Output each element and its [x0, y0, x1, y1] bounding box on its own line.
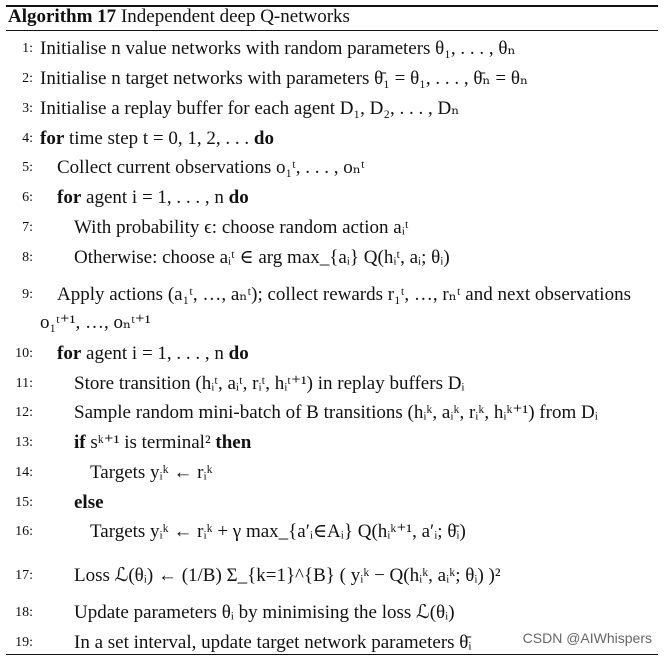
algorithm-line-5: [0, 155, 660, 181]
line-number: 5:: [22, 160, 33, 175]
line-text: agent i = 1, . . . , n: [81, 343, 224, 364]
line-number: 19:: [15, 635, 33, 650]
algorithm-line-11: [0, 371, 660, 397]
line-text: Collect current observations o₁ᵗ, . . . , oₙᵗ: [57, 157, 365, 178]
line-number: 3:: [22, 101, 33, 116]
line-text: Targets yᵢᵏ ← rᵢᵏ + γ max_{a′ᵢ∈Aᵢ} Q(hᵢᵏ⁺¹, a′ᵢ; θ̄ᵢ): [90, 521, 466, 542]
line-number: 18:: [15, 605, 33, 620]
line-content: [57, 341, 249, 367]
line-content: [57, 185, 249, 211]
line-text: o₁ᵗ⁺¹, …, oₙᵗ⁺¹: [40, 312, 151, 333]
line-text: Sample random mini-batch of B transitions (hᵢᵏ, aᵢᵏ, rᵢᵏ, hᵢᵏ⁺¹) from Dᵢ: [74, 402, 598, 423]
line-content: [74, 430, 251, 456]
watermark: CSDN @AIWhispers: [522, 630, 652, 646]
line-number: 4:: [22, 131, 33, 146]
line-content: [74, 371, 465, 397]
line-number: 12:: [15, 405, 33, 420]
algorithm-line-13: [0, 430, 660, 456]
line-text: Apply actions (a₁ᵗ, …, aₙᵗ); collect rewards r₁ᵗ, …, rₙᵗ and next observations: [57, 284, 631, 305]
line-content: [74, 215, 408, 241]
line-text: Store transition (hᵢᵗ, aᵢᵗ, rᵢᵗ, hᵢᵗ⁺¹) in replay buffers Dᵢ: [74, 373, 465, 394]
line-text: Initialise n value networks with random parameters θ₁, . . . , θₙ: [40, 38, 516, 59]
line-text: agent i = 1, . . . , n: [81, 187, 224, 208]
line-text: Otherwise: choose aᵢᵗ ∈ arg max_{aᵢ} Q(hᵢᵗ, aᵢ; θᵢ): [74, 247, 450, 268]
line-content: [40, 126, 274, 152]
algorithm-label: Algorithm 17: [8, 6, 117, 27]
line-number: 9:: [22, 287, 33, 302]
line-content: [57, 155, 365, 181]
keyword: for: [57, 343, 82, 364]
algorithm-line-17: [0, 563, 660, 589]
algorithm-title: [8, 7, 350, 27]
line-number: 8:: [22, 250, 33, 265]
line-text: Loss ℒ(θᵢ) ← (1/B) Σ_{k=1}^{B} ( yᵢᵏ − Q(hᵢᵏ, aᵢᵏ; θᵢ) )²: [74, 565, 501, 586]
algorithm-line-16: [0, 519, 660, 545]
bottom-rule: [6, 654, 658, 655]
line-content: [74, 490, 104, 516]
title-rule: [6, 30, 658, 31]
line-content: [74, 600, 455, 626]
line-number: 1:: [22, 41, 33, 56]
line-text: sᵏ⁺¹ is terminal²: [85, 432, 211, 453]
line-number: 14:: [15, 465, 33, 480]
line-text: Update parameters θᵢ by minimising the loss ℒ(θᵢ): [74, 602, 455, 623]
algorithm-line-14: [0, 460, 660, 486]
algorithm-line-3: [0, 96, 660, 122]
keyword: do: [223, 343, 249, 364]
keyword: then: [210, 432, 252, 453]
line-content: [90, 460, 213, 486]
line-number: 13:: [15, 435, 33, 450]
keyword: if: [74, 432, 86, 453]
line-number: 7:: [22, 220, 33, 235]
line-content: [74, 563, 501, 589]
algorithm-line-8: [0, 245, 660, 271]
algorithm-line-2: [0, 66, 660, 92]
line-number: 16:: [15, 524, 33, 539]
line-content: [57, 282, 631, 308]
keyword: for: [57, 187, 82, 208]
line-content: [90, 519, 466, 545]
algorithm-line-15: [0, 490, 660, 516]
line-content: [40, 96, 459, 122]
algorithm-name: Independent deep Q-networks: [120, 6, 350, 27]
algorithm-line-9: [0, 282, 660, 308]
line-text: Initialise n target networks with parameters θ̄₁ = θ₁, . . . , θ̄ₙ = θₙ: [40, 68, 529, 89]
keyword: for: [40, 128, 65, 149]
keyword: do: [223, 187, 249, 208]
keyword: do: [249, 128, 274, 149]
algorithm-line-4: [0, 126, 660, 152]
line-text: In a set interval, update target network parameters θ̄ᵢ: [74, 632, 472, 653]
line-text: time step t = 0, 1, 2, . . .: [64, 128, 250, 149]
line-text: With probability ϵ: choose random action aᵢᵗ: [74, 217, 409, 238]
keyword: else: [74, 492, 104, 513]
line-content: [74, 630, 472, 656]
line-content: [40, 36, 516, 62]
algorithm-line-18: [0, 600, 660, 626]
line-content: [40, 66, 528, 92]
line-number: 6:: [22, 190, 33, 205]
algorithm-line-6: [0, 185, 660, 211]
line-content: [74, 400, 598, 426]
line-number: 10:: [15, 346, 33, 361]
line-content: [74, 245, 450, 271]
algorithm-line-continuation: [0, 310, 660, 336]
algorithm-line-7: [0, 215, 660, 241]
algorithm-line-12: [0, 400, 660, 426]
line-number: 2:: [22, 71, 33, 86]
line-text: Initialise a replay buffer for each agent D₁, D₂, . . . , Dₙ: [40, 98, 460, 119]
line-number: 15:: [15, 495, 33, 510]
line-text: Targets yᵢᵏ ← rᵢᵏ: [90, 462, 213, 483]
algorithm-line-10: [0, 341, 660, 367]
algorithm-line-1: [0, 36, 660, 62]
line-number: 17:: [15, 568, 33, 583]
line-number: 11:: [15, 376, 33, 391]
